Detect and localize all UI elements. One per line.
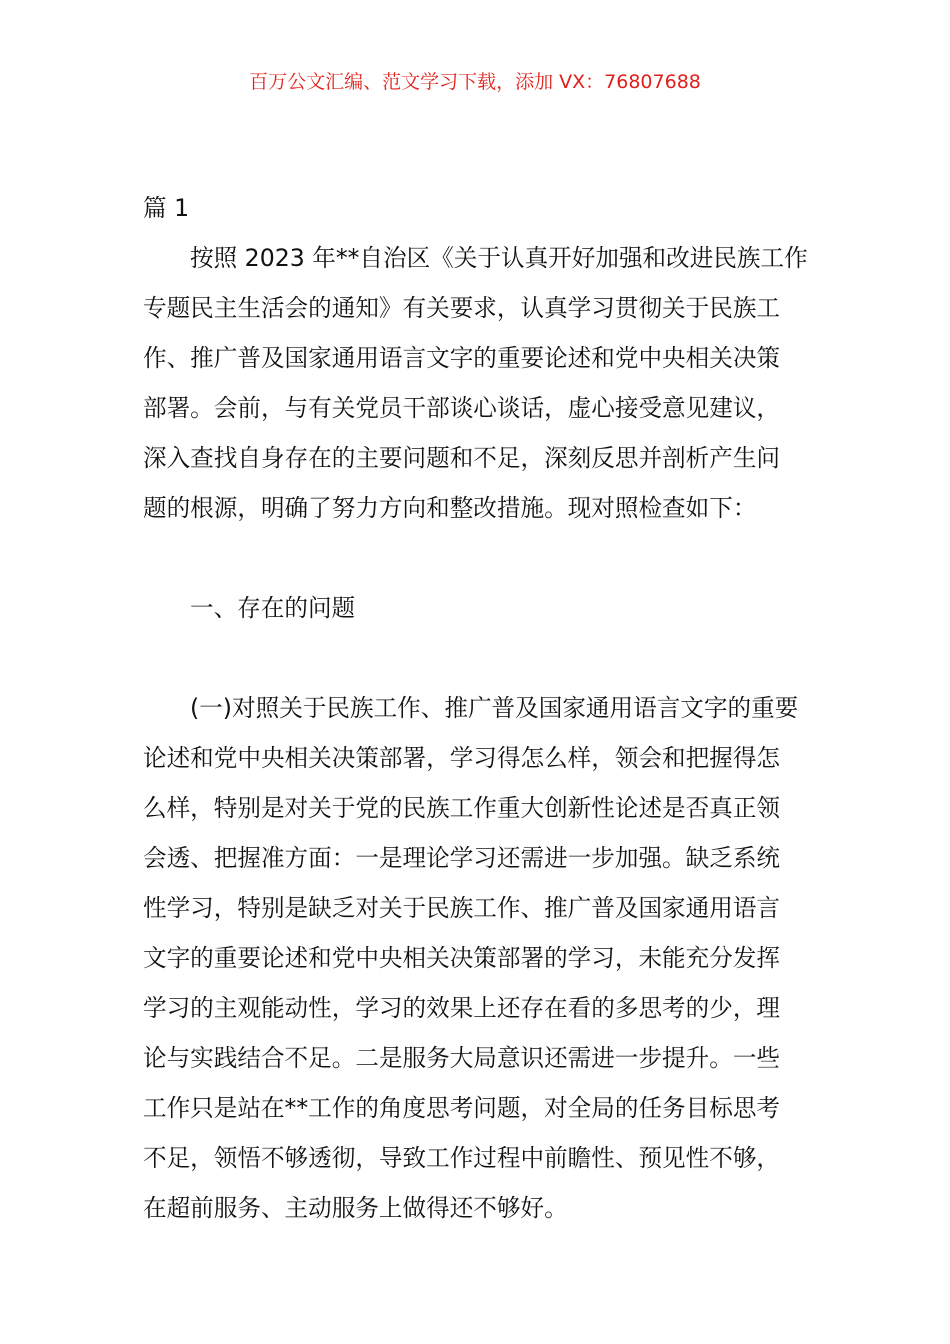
paragraph-line: 在超前服务、主动服务上做得还不够好。 [143, 1194, 568, 1222]
paragraph-line: 文字的重要论述和党中央相关决策部署的学习，未能充分发挥 [143, 944, 781, 972]
spacer [143, 633, 809, 683]
paragraph-line: 工作只是站在**工作的角度思考问题，对全局的任务目标思考 [143, 1094, 781, 1122]
intro-paragraph [143, 233, 809, 533]
paragraph-line: 学习的主观能动性，学习的效果上还存在看的多思考的少，理 [143, 994, 781, 1022]
header-watermark-note: 百万公文汇编、范文学习下载，添加 VX：76807688 [249, 71, 701, 93]
paragraph-line: 部署。会前，与有关党员干部谈心谈话，虚心接受意见建议， [143, 394, 781, 422]
document-body [143, 183, 809, 1233]
paragraph-line: 不足，领悟不够透彻，导致工作过程中前瞻性、预见性不够， [143, 1144, 781, 1172]
paragraph-line: 作、推广普及国家通用语言文字的重要论述和党中央相关决策 [143, 344, 781, 372]
spacer [143, 533, 809, 583]
paragraph-line: 专题民主生活会的通知》有关要求，认真学习贯彻关于民族工 [143, 294, 781, 322]
paragraph-line: (一)对照关于民族工作、推广普及国家通用语言文字的重要 [190, 694, 799, 722]
paragraph-line: 论与实践结合不足。二是服务大局意识还需进一步提升。一些 [143, 1044, 781, 1072]
issues-paragraph [143, 683, 809, 1233]
paragraph-line: 会透、把握准方面：一是理论学习还需进一步加强。缺乏系统 [143, 844, 781, 872]
paragraph-line: 按照 2023 年**自治区《关于认真开好加强和改进民族工作 [190, 244, 808, 272]
section-label: 篇 1 [143, 194, 190, 222]
paragraph-line: 么样，特别是对关于党的民族工作重大创新性论述是否真正领 [143, 794, 781, 822]
paragraph-line: 论述和党中央相关决策部署，学习得怎么样，领会和把握得怎 [143, 744, 781, 772]
section-heading: 一、存在的问题 [190, 594, 356, 622]
paragraph-line: 性学习，特别是缺乏对关于民族工作、推广普及国家通用语言 [143, 894, 781, 922]
paragraph-line: 深入查找自身存在的主要问题和不足，深刻反思并剖析产生问 [143, 444, 781, 472]
paragraph-line: 题的根源，明确了努力方向和整改措施。现对照检查如下： [143, 494, 757, 522]
